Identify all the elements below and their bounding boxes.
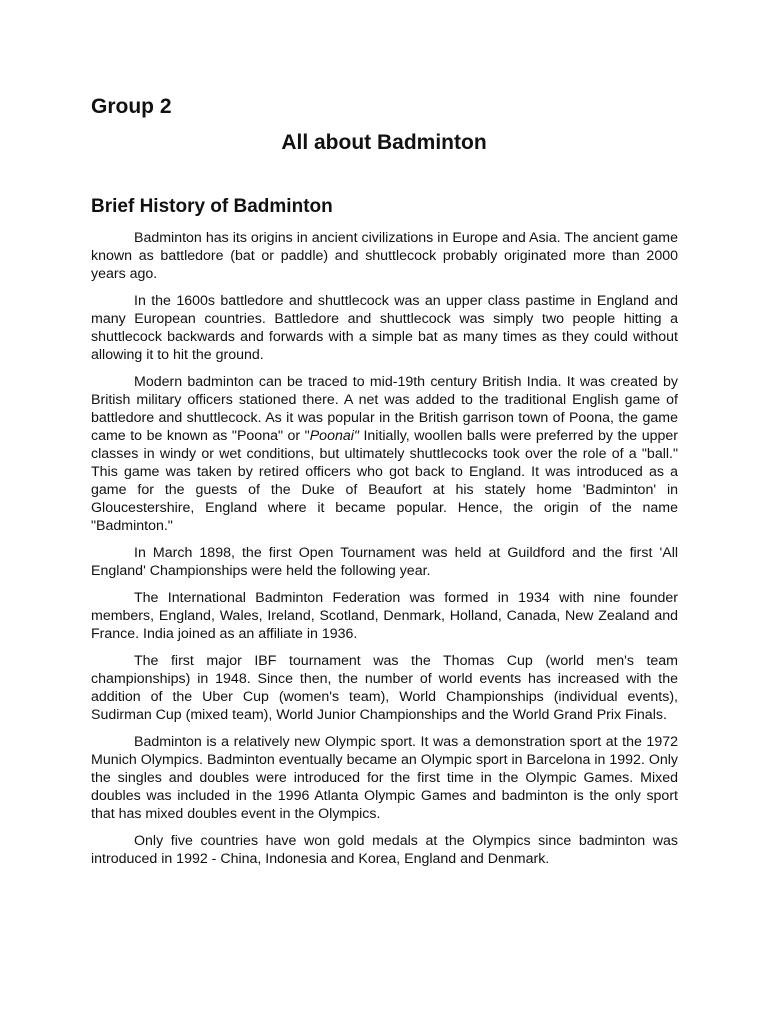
- poonai-italic: Poonai": [309, 428, 359, 444]
- paragraph-olympics: Badminton is a relatively new Olympic sport. It was a demonstration sport at the 1972 Munich Olympics. Badminton eventually became an Olympic sport in Barcelona in 1992. Only the singles and doubles were introduced for the first time in the Olympic Games. Mixed doubles was included in the 1996 Atlanta Olympic Games and badminton is the only sport that has mixed doubles event in the Olympics.: [91, 734, 678, 822]
- document-title-text: All about Badminton: [281, 131, 487, 154]
- paragraph-modern-badminton: [91, 373, 678, 535]
- paragraph-modern-badminton-part1: Modern badminton can be traced to mid-19th century British India. It was created by British military officers stationed there. A net was added to the traditional English game of battledore and shuttlecock. As it was popular in the British garrison town of Poona, the game came to be known as "Poona" or ": [91, 374, 678, 444]
- group-label: Group 2: [91, 95, 172, 118]
- document-title: [0, 129, 768, 157]
- paragraph-origins: Badminton has its origins in ancient civilizations in Europe and Asia. The ancient game known as battledore (bat or paddle) and shuttlecock probably originated more than 2000 years ago.: [91, 230, 678, 282]
- paragraph-ibf: The International Badminton Federation was formed in 1934 with nine founder members, England, Wales, Ireland, Scotland, Denmark, Holland, Canada, New Zealand and France. India joined as an affiliate in 1936.: [91, 590, 678, 642]
- paragraph-thomas-cup: The first major IBF tournament was the Thomas Cup (world men's team championships) in 1948. Since then, the number of world events has increased with the addition of the Uber Cup (women's team), World Championships (individual events), Sudirman Cup (mixed team), World Junior Championships and the World Grand Prix Finals.: [91, 653, 678, 723]
- paragraph-gold-medals: Only five countries have won gold medals at the Olympics since badminton was introduced in 1992 - China, Indonesia and Korea, England and Denmark.: [91, 833, 678, 867]
- paragraph-1600s: In the 1600s battledore and shuttlecock was an upper class pastime in England and many European countries. Battledore and shuttlecock was simply two people hitting a shuttlecock backwards and forwards with a simple bat as many times as they could without allowing it to hit the ground.: [91, 293, 678, 363]
- body-text: [91, 229, 678, 877]
- paragraph-modern-badminton-part2: Initially, woollen balls were preferred by the upper classes in windy or wet conditions, but ultimately shuttlecocks took over the role of a "ball." This game was taken by retired officers who got back to England. It was introduced as a game for the guests of the Duke of Beaufort at his stately home 'Badminton' in Gloucestershire, England where it became popular. Hence, the origin of the name "Badminton.": [91, 428, 678, 534]
- paragraph-1898: In March 1898, the first Open Tournament was held at Guildford and the first 'All England' Championships were held the following year.: [91, 545, 678, 579]
- section-heading: Brief History of Badminton: [91, 196, 333, 217]
